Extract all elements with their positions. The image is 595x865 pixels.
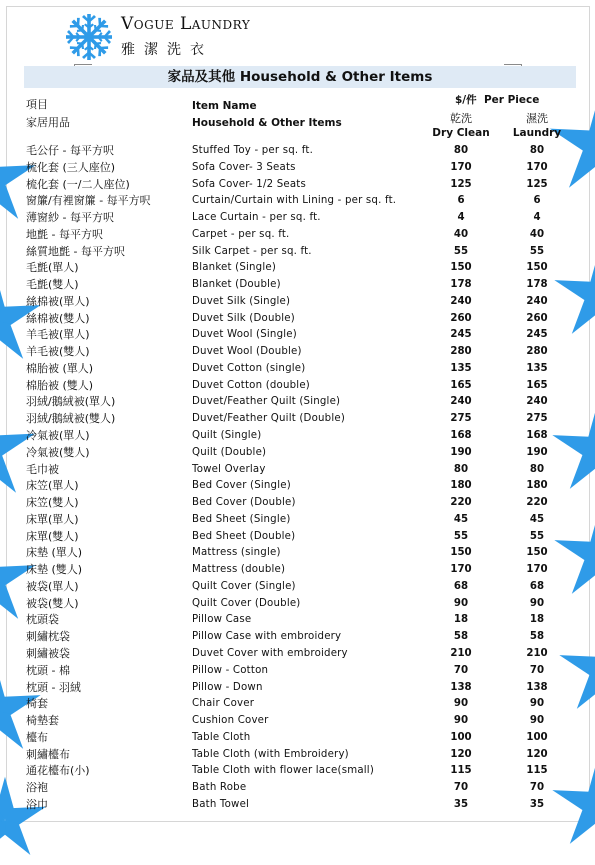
table-row xyxy=(0,780,595,797)
item-name-chinese: 浴巾 xyxy=(26,797,48,811)
laundry-price: 90 xyxy=(529,715,545,727)
dry-clean-price: 165 xyxy=(450,379,472,391)
laundry-price: 68 xyxy=(529,580,545,592)
dry-clean-price: 125 xyxy=(450,178,472,190)
item-name-english: Duvet Wool (Double) xyxy=(192,346,302,358)
dry-clean-price: 68 xyxy=(453,580,469,592)
item-name-english: Quilt Cover (Single) xyxy=(192,580,296,592)
item-name-english: Table Cloth xyxy=(192,731,251,743)
dry-clean-price: 260 xyxy=(450,312,472,324)
item-name-english: Duvet Cotton (double) xyxy=(192,379,310,391)
item-name-chinese: 羽絨/鵝絨被(單人) xyxy=(26,395,116,409)
item-name-english: Duvet Silk (Single) xyxy=(192,295,291,307)
table-row xyxy=(0,260,595,277)
item-name-chinese: 椅套 xyxy=(26,697,48,711)
dry-clean-price: 115 xyxy=(450,765,472,777)
item-name-english: Pillow Case xyxy=(192,614,252,626)
laundry-price: 6 xyxy=(533,195,541,207)
dry-clean-price: 240 xyxy=(450,396,472,408)
dry-clean-price: 150 xyxy=(450,262,472,274)
table-row xyxy=(0,177,595,194)
item-name-english: Mattress (single) xyxy=(192,547,281,559)
laundry-price: 260 xyxy=(526,312,548,324)
laundry-price: 80 xyxy=(529,145,545,156)
table-row xyxy=(0,579,595,596)
laundry-price: 240 xyxy=(526,396,548,408)
table-row xyxy=(0,445,595,462)
item-name-english: Duvet Wool (Single) xyxy=(192,329,297,341)
laundry-price: 245 xyxy=(526,329,548,341)
item-name-english: Stuffed Toy - per sq. ft. xyxy=(192,145,314,156)
item-name-chinese: 羊毛被(單人) xyxy=(26,328,90,342)
laundry-price: 150 xyxy=(526,262,548,274)
dry-clean-price: 6 xyxy=(457,195,465,207)
price-list xyxy=(0,143,595,814)
dry-clean-price: 45 xyxy=(453,513,469,525)
item-name-english: Quilt (Single) xyxy=(192,430,262,442)
dry-clean-price: 55 xyxy=(453,530,469,542)
dry-clean-price: 135 xyxy=(450,362,472,374)
table-row xyxy=(0,646,595,663)
dry-clean-price: 40 xyxy=(453,228,469,240)
laundry-price: 170 xyxy=(526,161,548,173)
item-name-english: Sofa Cover- 3 Seats xyxy=(192,161,296,173)
item-name-chinese: 椅墊套 xyxy=(26,714,59,728)
laundry-price: 55 xyxy=(529,245,545,257)
item-name-english: Sofa Cover- 1/2 Seats xyxy=(192,178,306,190)
table-row xyxy=(0,495,595,512)
dry-clean-price: 220 xyxy=(450,497,472,509)
laundry-price: 210 xyxy=(526,647,548,659)
item-name-chinese: 毛巾被 xyxy=(26,462,59,476)
laundry-price: 90 xyxy=(529,597,545,609)
item-name-chinese: 梳化套 (一/二人座位) xyxy=(26,177,130,191)
dry-clean-price: 170 xyxy=(450,161,472,173)
item-name-chinese: 床墊 (單人) xyxy=(26,546,83,560)
header-cn-subtitle: 家居用品 xyxy=(26,116,70,129)
laundry-price: 280 xyxy=(526,346,548,358)
item-name-chinese: 刺繡枕袋 xyxy=(26,630,70,644)
dry-clean-price: 180 xyxy=(450,480,472,492)
header-dry-clean-cn: 乾洗 xyxy=(450,112,472,125)
item-name-english: Table Cloth with flower lace(small) xyxy=(192,765,375,777)
item-name-chinese: 刺繡被袋 xyxy=(26,646,70,660)
item-name-chinese: 羽絨/鵝絨被(雙人) xyxy=(26,412,116,426)
table-row xyxy=(0,462,595,479)
item-name-chinese: 絲棉被(單人) xyxy=(26,294,90,308)
table-row xyxy=(0,545,595,562)
dry-clean-price: 58 xyxy=(453,631,469,643)
item-name-english: Pillow Case with embroidery xyxy=(192,631,342,643)
item-name-chinese: 絲質地氈 - 每平方呎 xyxy=(26,244,125,258)
table-row xyxy=(0,763,595,780)
header-laundry-en: Laundry xyxy=(512,127,562,139)
dry-clean-price: 4 xyxy=(457,212,465,224)
item-name-english: Bed Sheet (Double) xyxy=(192,530,296,542)
header-dry-clean-en: Dry Clean xyxy=(432,127,490,139)
dry-clean-price: 18 xyxy=(453,614,469,626)
table-row xyxy=(0,562,595,579)
item-name-chinese: 床笠(雙人) xyxy=(26,496,79,510)
item-name-chinese: 床單(雙人) xyxy=(26,529,79,543)
dry-clean-price: 210 xyxy=(450,647,472,659)
laundry-price: 275 xyxy=(526,413,548,425)
table-row xyxy=(0,294,595,311)
brand-name-chinese: 雅潔洗衣 xyxy=(121,42,213,58)
dry-clean-price: 80 xyxy=(453,145,469,156)
item-name-english: Bed Cover (Single) xyxy=(192,480,291,492)
item-name-chinese: 床墊 (雙人) xyxy=(26,563,83,577)
laundry-price: 220 xyxy=(526,497,548,509)
table-row xyxy=(0,612,595,629)
laundry-price: 190 xyxy=(526,446,548,458)
item-name-english: Carpet - per sq. ft. xyxy=(192,228,290,240)
dry-clean-price: 168 xyxy=(450,430,472,442)
laundry-price: 125 xyxy=(526,178,548,190)
dry-clean-price: 170 xyxy=(450,564,472,576)
brand-name-english: Vogue Laundry xyxy=(121,14,251,34)
item-name-english: Duvet Silk (Double) xyxy=(192,312,295,324)
item-name-english: Duvet Cotton (single) xyxy=(192,362,306,374)
header-en-subtitle: Household & Other Items xyxy=(192,117,342,129)
item-name-chinese: 通花檯布(小) xyxy=(26,764,90,778)
laundry-price: 55 xyxy=(529,530,545,542)
laundry-price: 35 xyxy=(529,798,545,810)
item-name-english: Towel Overlay xyxy=(192,463,266,475)
item-name-chinese: 羊毛被(雙人) xyxy=(26,345,90,359)
laundry-price: 115 xyxy=(526,765,548,777)
table-row xyxy=(0,730,595,747)
item-name-chinese: 毛氈(單人) xyxy=(26,261,79,275)
table-row xyxy=(0,428,595,445)
item-name-chinese: 棉胎被 (雙人) xyxy=(26,378,94,392)
laundry-price: 18 xyxy=(529,614,545,626)
table-row xyxy=(0,227,595,244)
laundry-price: 168 xyxy=(526,430,548,442)
item-name-chinese: 枕頭袋 xyxy=(26,613,59,627)
dry-clean-price: 70 xyxy=(453,664,469,676)
laundry-price: 45 xyxy=(529,513,545,525)
dry-clean-price: 275 xyxy=(450,413,472,425)
item-name-english: Mattress (double) xyxy=(192,564,286,576)
table-row xyxy=(0,696,595,713)
item-name-english: Blanket (Double) xyxy=(192,279,281,291)
table-row xyxy=(0,210,595,227)
table-row xyxy=(0,394,595,411)
item-name-chinese: 地氈 - 每平方呎 xyxy=(26,227,103,241)
laundry-price: 240 xyxy=(526,295,548,307)
dry-clean-price: 90 xyxy=(453,698,469,710)
item-name-chinese: 枕頭 - 羽絨 xyxy=(26,680,81,694)
laundry-price: 80 xyxy=(529,463,545,475)
item-name-chinese: 梳化套 (三人座位) xyxy=(26,160,116,174)
crop-mark xyxy=(74,64,92,65)
laundry-price: 4 xyxy=(533,212,541,224)
dry-clean-price: 150 xyxy=(450,547,472,559)
item-name-chinese: 被袋(雙人) xyxy=(26,596,79,610)
table-row xyxy=(0,529,595,546)
item-name-english: Silk Carpet - per sq. ft. xyxy=(192,245,312,257)
item-name-chinese: 窗簾/有裡窗簾 - 每平方呎 xyxy=(26,194,151,208)
laundry-price: 90 xyxy=(529,698,545,710)
dry-clean-price: 120 xyxy=(450,748,472,760)
item-name-chinese: 刺繡檯布 xyxy=(26,747,70,761)
table-row xyxy=(0,327,595,344)
table-row xyxy=(0,244,595,261)
dry-clean-price: 80 xyxy=(453,463,469,475)
table-row xyxy=(0,378,595,395)
dry-clean-price: 280 xyxy=(450,346,472,358)
item-name-chinese: 被袋(單人) xyxy=(26,579,79,593)
dry-clean-price: 190 xyxy=(450,446,472,458)
dry-clean-price: 178 xyxy=(450,279,472,291)
table-row xyxy=(0,277,595,294)
item-name-english: Bed Cover (Double) xyxy=(192,497,296,509)
item-name-chinese: 檯布 xyxy=(26,730,48,744)
laundry-price: 180 xyxy=(526,480,548,492)
item-name-english: Pillow - Down xyxy=(192,681,263,693)
laundry-price: 170 xyxy=(526,564,548,576)
item-name-chinese: 床笠(單人) xyxy=(26,479,79,493)
table-row xyxy=(0,680,595,697)
item-name-chinese: 毛公仔 - 每平方呎 xyxy=(26,144,114,157)
item-name-english: Quilt (Double) xyxy=(192,446,267,458)
dry-clean-price: 90 xyxy=(453,597,469,609)
header-en-title: Item Name xyxy=(192,100,257,112)
laundry-price: 100 xyxy=(526,731,548,743)
item-name-english: Duvet/Feather Quilt (Single) xyxy=(192,396,341,408)
item-name-english: Curtain/Curtain with Lining - per sq. ft. xyxy=(192,195,397,207)
item-name-chinese: 棉胎被 (單人) xyxy=(26,361,94,375)
item-name-english: Cushion Cover xyxy=(192,715,269,727)
item-name-english: Blanket (Single) xyxy=(192,262,277,274)
header-laundry-cn: 濕洗 xyxy=(526,112,548,125)
dry-clean-price: 90 xyxy=(453,715,469,727)
dry-clean-price: 35 xyxy=(453,798,469,810)
laundry-price: 70 xyxy=(529,782,545,794)
crop-mark xyxy=(504,64,522,65)
laundry-price: 120 xyxy=(526,748,548,760)
table-row xyxy=(0,344,595,361)
table-row xyxy=(0,311,595,328)
section-title: 家品及其他 Household & Other Items xyxy=(24,66,576,88)
item-name-english: Duvet/Feather Quilt (Double) xyxy=(192,413,345,425)
laundry-price: 40 xyxy=(529,228,545,240)
table-row xyxy=(0,193,595,210)
item-name-english: Chair Cover xyxy=(192,698,255,710)
item-name-english: Table Cloth (with Embroidery) xyxy=(192,748,349,760)
header-cn-title: 項目 xyxy=(26,98,48,111)
item-name-chinese: 浴袍 xyxy=(26,781,48,795)
item-name-chinese: 床單(單人) xyxy=(26,512,79,526)
item-name-chinese: 毛氈(雙人) xyxy=(26,278,79,292)
table-row xyxy=(0,512,595,529)
table-row xyxy=(0,713,595,730)
item-name-english: Bath Towel xyxy=(192,798,250,810)
table-row xyxy=(0,629,595,646)
laundry-price: 58 xyxy=(529,631,545,643)
item-name-chinese: 冷氣被(雙人) xyxy=(26,445,90,459)
item-name-english: Lace Curtain - per sq. ft. xyxy=(192,212,321,224)
dry-clean-price: 240 xyxy=(450,295,472,307)
laundry-price: 138 xyxy=(526,681,548,693)
table-row xyxy=(0,478,595,495)
table-row xyxy=(0,596,595,613)
item-name-english: Bed Sheet (Single) xyxy=(192,513,291,525)
item-name-chinese: 枕頭 - 棉 xyxy=(26,663,70,677)
table-row xyxy=(0,411,595,428)
item-name-chinese: 絲棉被(雙人) xyxy=(26,311,90,325)
laundry-price: 70 xyxy=(529,664,545,676)
table-row xyxy=(0,143,595,160)
dry-clean-price: 138 xyxy=(450,681,472,693)
laundry-price: 178 xyxy=(526,279,548,291)
item-name-english: Quilt Cover (Double) xyxy=(192,597,301,609)
dry-clean-price: 70 xyxy=(453,782,469,794)
table-row xyxy=(0,160,595,177)
dry-clean-price: 100 xyxy=(450,731,472,743)
table-row xyxy=(0,361,595,378)
item-name-english: Bath Robe xyxy=(192,782,247,794)
laundry-price: 135 xyxy=(526,362,548,374)
table-row xyxy=(0,797,595,814)
snowflake-logo-icon xyxy=(64,12,114,62)
item-name-chinese: 薄窗紗 - 每平方呎 xyxy=(26,211,114,225)
table-row xyxy=(0,663,595,680)
table-row xyxy=(0,747,595,764)
item-name-english: Duvet Cover with embroidery xyxy=(192,647,348,659)
dry-clean-price: 245 xyxy=(450,329,472,341)
header-price-title: $/件 Per Piece xyxy=(455,94,540,106)
item-name-english: Pillow - Cotton xyxy=(192,664,269,676)
laundry-price: 150 xyxy=(526,547,548,559)
laundry-price: 165 xyxy=(526,379,548,391)
dry-clean-price: 55 xyxy=(453,245,469,257)
item-name-chinese: 冷氣被(單人) xyxy=(26,429,90,443)
